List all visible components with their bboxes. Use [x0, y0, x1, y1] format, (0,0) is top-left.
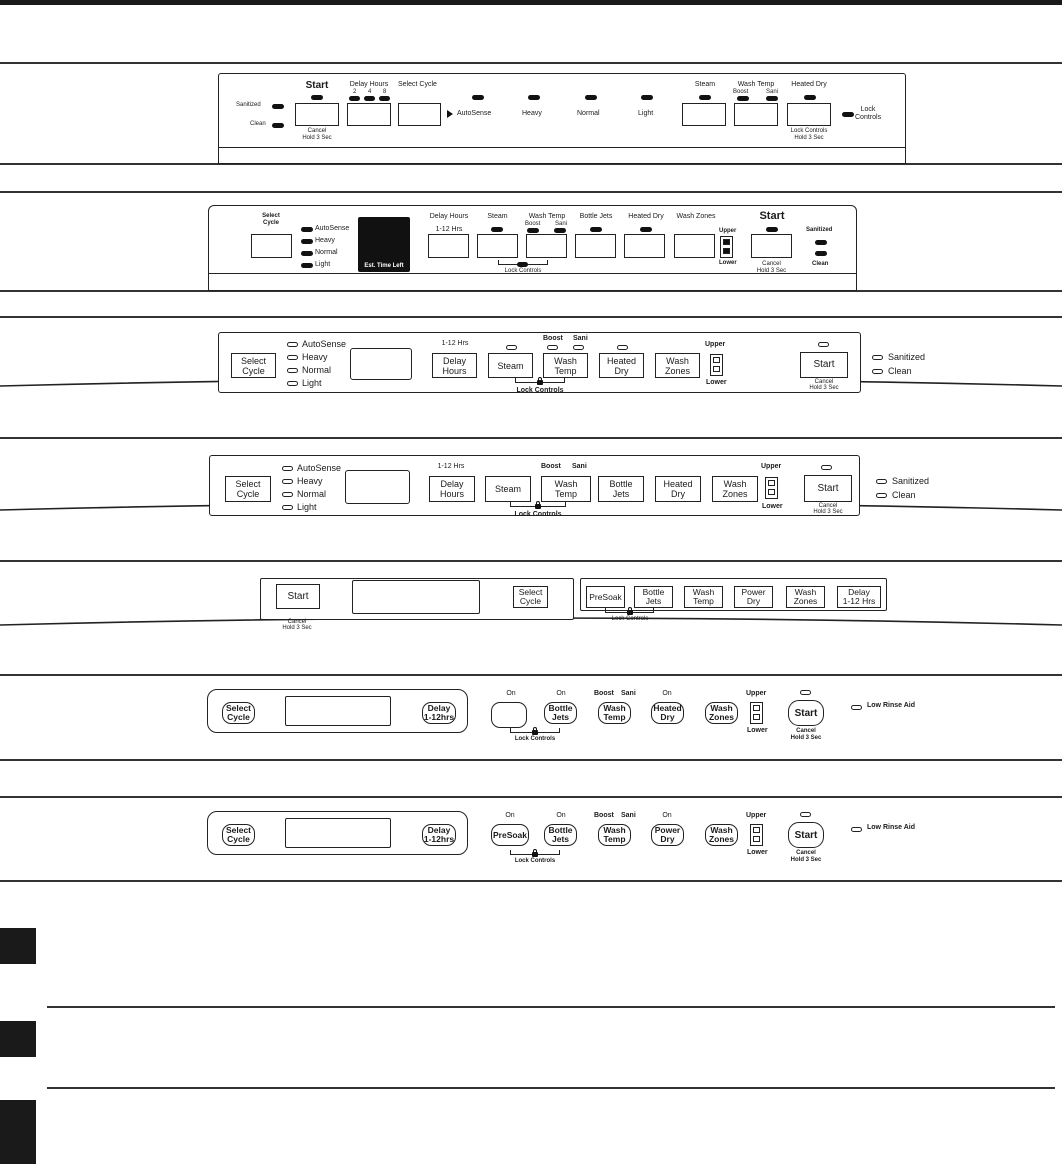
divider: [0, 880, 1062, 882]
wash-zones-button[interactable]: [674, 234, 715, 258]
heavy-label: Heavy: [522, 110, 542, 117]
sani-label: Sani: [573, 335, 588, 342]
select-cycle-button[interactable]: [251, 234, 292, 258]
wash-temp-label: Wash Temp: [528, 213, 566, 220]
start-led: [800, 812, 811, 817]
zone-indicator: [765, 477, 778, 499]
divider: [47, 1087, 1055, 1089]
boost-label: Boost: [525, 221, 541, 227]
select-cycle-button[interactable]: Select Cycle: [222, 702, 255, 724]
cancel-label: Cancel Hold 3 Sec: [790, 728, 822, 741]
lock-icon: [537, 380, 543, 385]
select-cycle-label: Select Cycle: [398, 81, 437, 88]
steam-led: [491, 227, 503, 232]
delay-8-label: 8: [383, 89, 387, 95]
lock-icon: [627, 610, 633, 615]
steam-led: [506, 345, 517, 350]
sani-label: Sani: [555, 221, 568, 227]
start-button[interactable]: Start: [804, 475, 852, 502]
select-cycle-button[interactable]: [398, 103, 441, 126]
divider: [0, 796, 1062, 798]
divider: [0, 674, 1062, 676]
select-cycle-button[interactable]: Select Cycle: [225, 476, 271, 502]
lock-controls-label: Lock Controls: [504, 268, 542, 274]
bottle-jets-led: [590, 227, 602, 232]
lock-controls-label: Lock Controls: [514, 736, 556, 742]
power-dry-button[interactable]: Power Dry: [651, 824, 684, 846]
power-dry-button[interactable]: Power Dry: [734, 586, 773, 608]
heated-dry-led: [617, 345, 628, 350]
delay-hours-button[interactable]: Delay 1-12hrs: [423, 825, 455, 844]
sanitized-led: [876, 479, 887, 484]
wash-temp-label: Wash Temp: [737, 81, 775, 88]
boost-led: [547, 345, 558, 350]
autosense-label: AutoSense: [315, 225, 350, 232]
time-display: [285, 818, 391, 848]
section-marker: [0, 1100, 36, 1164]
heavy-label: Heavy: [297, 476, 323, 486]
heavy-label: Heavy: [302, 352, 328, 362]
light-led: [301, 263, 313, 268]
upper-label: Upper: [746, 812, 767, 819]
steam-button[interactable]: Steam: [485, 476, 531, 502]
autosense-led: [287, 342, 298, 347]
autosense-label: AutoSense: [302, 339, 347, 349]
start-label: Start: [305, 80, 329, 91]
boost-led: [527, 228, 539, 233]
wash-temp-button[interactable]: [734, 103, 778, 126]
lock-controls-label: Lock Controls: [855, 106, 882, 121]
lock-icon: [535, 504, 541, 509]
sani-label: Sani: [621, 690, 636, 697]
sanitized-label: Sanitized: [892, 476, 930, 486]
sanitized-led: [272, 104, 284, 109]
delay-4-label: 4: [368, 89, 372, 95]
sani-label: Sani: [621, 812, 636, 819]
section-marker: [0, 928, 36, 964]
zone-indicator: [720, 236, 733, 258]
light-led: [287, 381, 298, 386]
autosense-label: AutoSense: [457, 110, 492, 117]
normal-led: [287, 368, 298, 373]
clean-led: [876, 493, 887, 498]
heated-dry-led: [640, 227, 652, 232]
heavy-label: Heavy: [315, 237, 335, 244]
start-button[interactable]: [751, 234, 792, 258]
upper-label: Upper: [719, 228, 737, 234]
divider: [0, 191, 1062, 193]
delay-4-led: [364, 96, 375, 101]
clean-label: Clean: [812, 261, 829, 267]
time-display: [285, 696, 391, 726]
clean-led: [872, 369, 883, 374]
steam-label: Steam: [487, 213, 508, 220]
cancel-label: Cancel Hold 3 Sec: [302, 128, 332, 141]
heavy-led: [287, 355, 298, 360]
heavy-led: [282, 479, 293, 484]
start-led: [800, 690, 811, 695]
lock-controls-label: Lock Controls: [514, 858, 556, 864]
sanitized-label: Sanitized: [236, 102, 261, 108]
start-led: [818, 342, 829, 347]
delay-hours-button[interactable]: Delay Hours: [429, 476, 475, 502]
lock-led: [517, 262, 528, 267]
lower-label: Lower: [747, 849, 768, 856]
normal-led: [585, 95, 597, 100]
normal-led: [282, 492, 293, 497]
delay-hours-button[interactable]: Delay 1-12hrs: [423, 703, 455, 722]
cancel-label: Cancel Hold 3 Sec: [282, 619, 312, 631]
section-marker: [0, 1021, 36, 1057]
upper-label: Upper: [746, 690, 767, 697]
lock-controls-hold-label: Lock Controls Hold 3 Sec: [790, 128, 828, 141]
lock-icon: [532, 730, 538, 735]
wash-zones-button[interactable]: Wash Zones: [786, 586, 825, 608]
clean-label: Clean: [888, 366, 912, 376]
clean-label: Clean: [892, 490, 916, 500]
sanitized-label: Sanitized: [806, 227, 833, 233]
steam-led: [699, 95, 711, 100]
lock-controls-label: Lock Controls: [611, 616, 649, 622]
lock-controls-label: Lock Controls: [516, 387, 564, 394]
zone-indicator: [750, 824, 763, 846]
on-label: On: [556, 690, 566, 697]
start-button[interactable]: Start: [788, 822, 824, 848]
cancel-label: Cancel Hold 3 Sec: [813, 503, 843, 515]
clean-led: [815, 251, 827, 256]
select-cycle-button[interactable]: Select Cycle: [231, 353, 276, 378]
heavy-led: [301, 239, 313, 244]
on-label: On: [662, 812, 672, 819]
wash-temp-button[interactable]: Wash Temp: [541, 476, 591, 502]
on-label: On: [662, 690, 672, 697]
heated-dry-led: [804, 95, 816, 100]
boost-label: Boost: [541, 463, 561, 470]
low-rinse-label: Low Rinse Aid: [867, 824, 915, 831]
divider: [0, 759, 1062, 761]
delay-hours-label: Delay Hours: [349, 81, 389, 88]
bottle-jets-button[interactable]: Bottle Jets: [634, 586, 673, 608]
panel-strip: [219, 147, 905, 148]
play-arrow-icon: [447, 110, 453, 118]
heated-dry-button[interactable]: [624, 234, 665, 258]
start-button[interactable]: Start: [788, 700, 824, 726]
zone-indicator: [710, 354, 723, 376]
boost-led: [737, 96, 749, 101]
time-display: [345, 470, 410, 504]
wash-temp-button[interactable]: Wash Temp: [598, 702, 631, 724]
steam-button[interactable]: [477, 234, 518, 258]
blank-button[interactable]: [491, 702, 527, 728]
sani-led: [554, 228, 566, 233]
lower-label: Lower: [762, 503, 783, 510]
light-led: [641, 95, 653, 100]
wash-zones-button[interactable]: Wash Zones: [705, 824, 738, 846]
delay-8-led: [379, 96, 390, 101]
bottle-jets-label: Bottle Jets: [579, 213, 613, 220]
delay-range-label: 1-12 Hrs: [441, 340, 469, 347]
divider: [0, 437, 1062, 439]
light-label: Light: [297, 502, 317, 512]
select-cycle-button[interactable]: Select Cycle: [222, 824, 255, 846]
bottle-jets-button[interactable]: Bottle Jets: [544, 702, 577, 724]
on-label: On: [505, 812, 515, 819]
heated-dry-button[interactable]: [787, 103, 831, 126]
sanitized-label: Sanitized: [888, 352, 926, 362]
delay-hours-button[interactable]: [347, 103, 391, 126]
clean-led: [272, 123, 284, 128]
delay-2-label: 2: [353, 89, 357, 95]
boost-label: Boost: [594, 812, 614, 819]
wash-zones-label: Wash Zones: [676, 213, 716, 220]
wash-temp-button[interactable]: Wash Temp: [598, 824, 631, 846]
low-rinse-label: Low Rinse Aid: [867, 702, 915, 709]
heavy-led: [528, 95, 540, 100]
light-led: [282, 505, 293, 510]
lower-label: Lower: [719, 260, 737, 266]
cancel-label: Cancel Hold 3 Sec: [756, 261, 787, 274]
autosense-led: [282, 466, 293, 471]
lock-controls-label: Lock Controls: [514, 511, 562, 518]
light-label: Light: [315, 261, 331, 268]
sanitized-led: [872, 355, 883, 360]
bottle-jets-button[interactable]: [575, 234, 616, 258]
boost-label: Boost: [594, 690, 614, 697]
heated-dry-label: Heated Dry: [628, 213, 664, 220]
cancel-label: Cancel Hold 3 Sec: [790, 850, 822, 863]
sani-led: [573, 345, 584, 350]
start-led: [311, 95, 323, 100]
normal-label: Normal: [315, 249, 338, 256]
bottle-jets-button[interactable]: Bottle Jets: [544, 824, 577, 846]
sani-label: Sani: [766, 89, 779, 95]
steam-button[interactable]: [682, 103, 726, 126]
lower-label: Lower: [706, 379, 727, 386]
heated-dry-button[interactable]: Heated Dry: [655, 476, 701, 502]
boost-label: Boost: [543, 335, 563, 342]
low-rinse-led: [851, 705, 862, 710]
delay-hours-label: Delay Hours: [429, 213, 469, 220]
sani-led: [766, 96, 778, 101]
clean-label: Clean: [250, 121, 266, 127]
select-cycle-button[interactable]: Select Cycle: [513, 586, 548, 608]
normal-label: Normal: [297, 489, 327, 499]
light-label: Light: [638, 110, 654, 117]
lock-icon: [532, 852, 538, 857]
upper-label: Upper: [761, 463, 782, 470]
start-button[interactable]: Start: [276, 584, 320, 609]
sanitized-led: [815, 240, 827, 245]
divider: [47, 1006, 1055, 1008]
normal-led: [301, 251, 313, 256]
lower-label: Lower: [747, 727, 768, 734]
start-label: Start: [759, 210, 785, 222]
steam-label: Steam: [694, 81, 716, 88]
delay-hours-button[interactable]: Delay Hours: [432, 353, 477, 378]
normal-label: Normal: [302, 365, 332, 375]
wash-zones-button[interactable]: Wash Zones: [655, 353, 700, 378]
heated-dry-label: Heated Dry: [791, 81, 827, 88]
normal-label: Normal: [577, 110, 600, 117]
divider: [0, 316, 1062, 318]
start-led: [766, 227, 778, 232]
delay-hours-button[interactable]: [428, 234, 469, 258]
cancel-label: Cancel Hold 3 Sec: [809, 379, 839, 391]
low-rinse-led: [851, 827, 862, 832]
delay-hours-button[interactable]: Delay 1-12 Hrs: [837, 586, 881, 608]
heated-dry-button[interactable]: Heated Dry: [599, 353, 644, 378]
presoak-button[interactable]: PreSoak: [491, 824, 529, 846]
upper-label: Upper: [705, 341, 726, 348]
delay-2-led: [349, 96, 360, 101]
start-button[interactable]: [295, 103, 339, 126]
bottle-jets-button[interactable]: Bottle Jets: [598, 476, 644, 502]
light-label: Light: [302, 378, 322, 388]
select-cycle-label: Select Cycle: [262, 213, 280, 226]
lock-led: [842, 112, 854, 117]
divider: [0, 62, 1062, 64]
autosense-led: [472, 95, 484, 100]
presoak-button[interactable]: PreSoak: [586, 586, 625, 608]
on-label: On: [506, 690, 516, 697]
header-bar: [0, 0, 1062, 5]
zone-indicator: [750, 702, 763, 724]
time-display: Est. Time Left: [358, 217, 410, 272]
wash-temp-button[interactable]: Wash Temp: [543, 353, 588, 378]
on-label: On: [556, 812, 566, 819]
steam-button[interactable]: Steam: [488, 353, 533, 378]
wash-zones-button[interactable]: Wash Zones: [705, 702, 738, 724]
wash-temp-button[interactable]: [526, 234, 567, 258]
divider: [0, 560, 1062, 562]
autosense-led: [301, 227, 313, 232]
wash-zones-button[interactable]: Wash Zones: [712, 476, 758, 502]
time-display: [352, 580, 480, 614]
heated-dry-button[interactable]: Heated Dry: [651, 702, 684, 724]
boost-label: Boost: [733, 89, 749, 95]
autosense-label: AutoSense: [297, 463, 342, 473]
start-button[interactable]: Start: [800, 352, 848, 378]
time-display: [350, 348, 412, 380]
start-led: [821, 465, 832, 470]
sani-label: Sani: [572, 463, 587, 470]
delay-range-label: 1-12 Hrs: [437, 463, 465, 470]
delay-range-label: 1-12 Hrs: [435, 226, 463, 233]
wash-temp-button[interactable]: Wash Temp: [684, 586, 723, 608]
